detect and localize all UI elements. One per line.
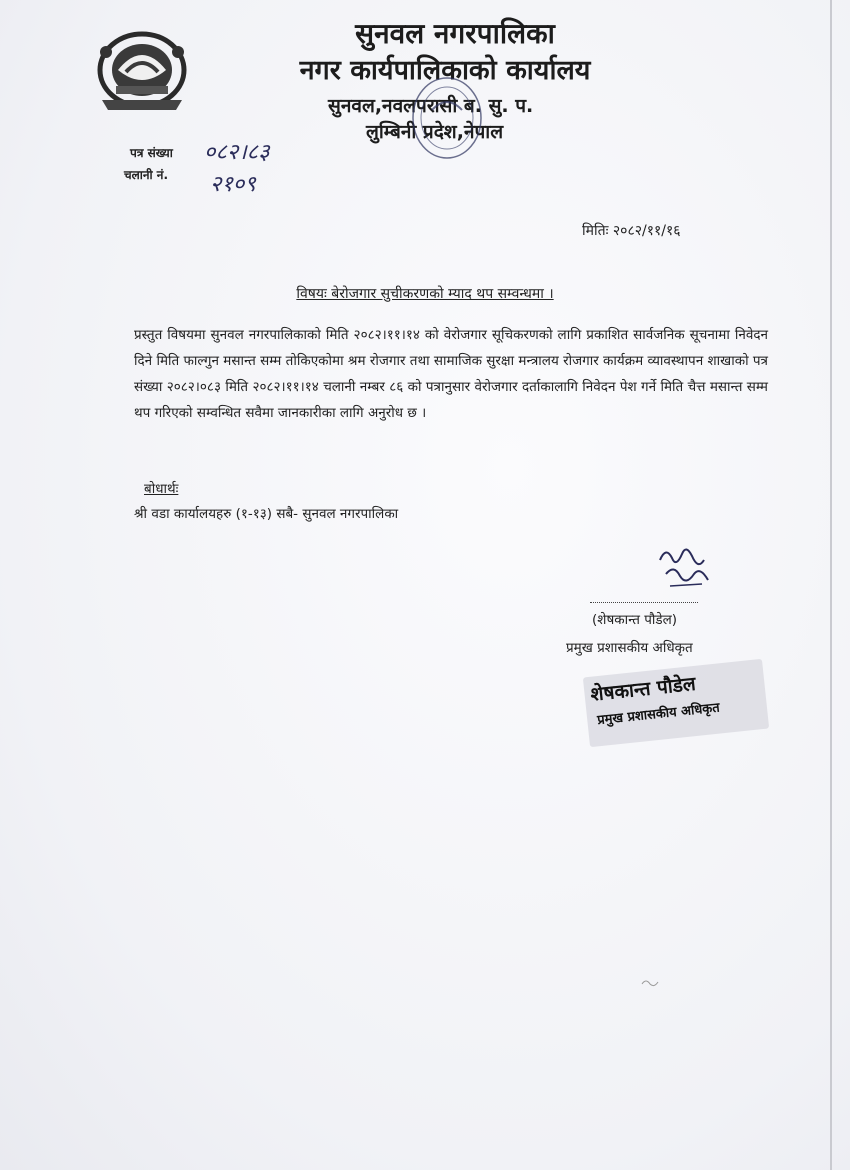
signatory-title: प्रमुख प्रशासकीय अधिकृत: [566, 640, 693, 656]
office-name: नगर कार्यपालिकाको कार्यालय: [299, 55, 591, 86]
office-province: लुम्बिनी प्रदेश,नेपाल: [366, 121, 504, 143]
paper-edge: [830, 0, 832, 1170]
stamp-title: प्रमुख प्रशासकीय अधिकृत: [596, 700, 721, 729]
municipality-name: सुनवल नगरपालिका: [355, 17, 555, 50]
letter-body: प्रस्तुत विषयमा सुनवल नगरपालिकाको मिति २०८२।११।१४ को वेरोजगार सूचिकरणको लागि प्रकाशित सार्वजनिक सूचनामा निवेदन दिने मिति फाल्गुन मसान्त सम्म तोकिएकोमा श्रम रोजगार तथा सामाजिक सुरक्षा मन्त्रालय रोजगार कार्यक्रम व्यावस्थापन शाखाको पत्र संख्या २०८२।०८३ मिति २०८२।११।१४ चलानी नम्बर ८६ को पत्रानुसार वेरोजगार दर्ताकालागि निवेदन पेश गर्ने मिति चैत्त मसान्त सम्म थप गरिएको सम्वन्धित सवैमा जानकारीका लागि अनुरोध छ ।: [134, 327, 768, 421]
signature-line: [590, 602, 698, 603]
chalani-label: चलानी नं.: [124, 168, 169, 182]
signatory-name: (शेषकान्त पौडेल): [592, 612, 678, 628]
scan-speck-icon: [640, 976, 660, 990]
chalani-value: २१०९: [210, 172, 256, 197]
letter-date: मितिः २०८२/११/१६: [582, 223, 681, 239]
office-seal-icon: [408, 70, 486, 165]
cc-recipients: श्री वडा कार्यालयहरु (१-१३) सबै- सुनवल नगरपालिका: [134, 506, 399, 522]
patra-sankhya-value: ०८२।८३: [204, 140, 270, 165]
patra-sankhya-label: पत्र संख्या: [130, 146, 173, 160]
subject-text: विषयः बेरोजगार सुचीकरणको म्याद थप सम्वन्धमा ।: [296, 286, 554, 302]
stamp-name: शेषकान्त पौडेल: [589, 672, 697, 706]
name-stamp: [583, 659, 769, 747]
cc-label: बोधार्थः: [144, 481, 179, 497]
signature-icon: [652, 540, 714, 596]
subject-line: [0, 284, 850, 303]
office-address: सुनवल,नवलपरासी ब. सु. प.: [328, 95, 534, 117]
